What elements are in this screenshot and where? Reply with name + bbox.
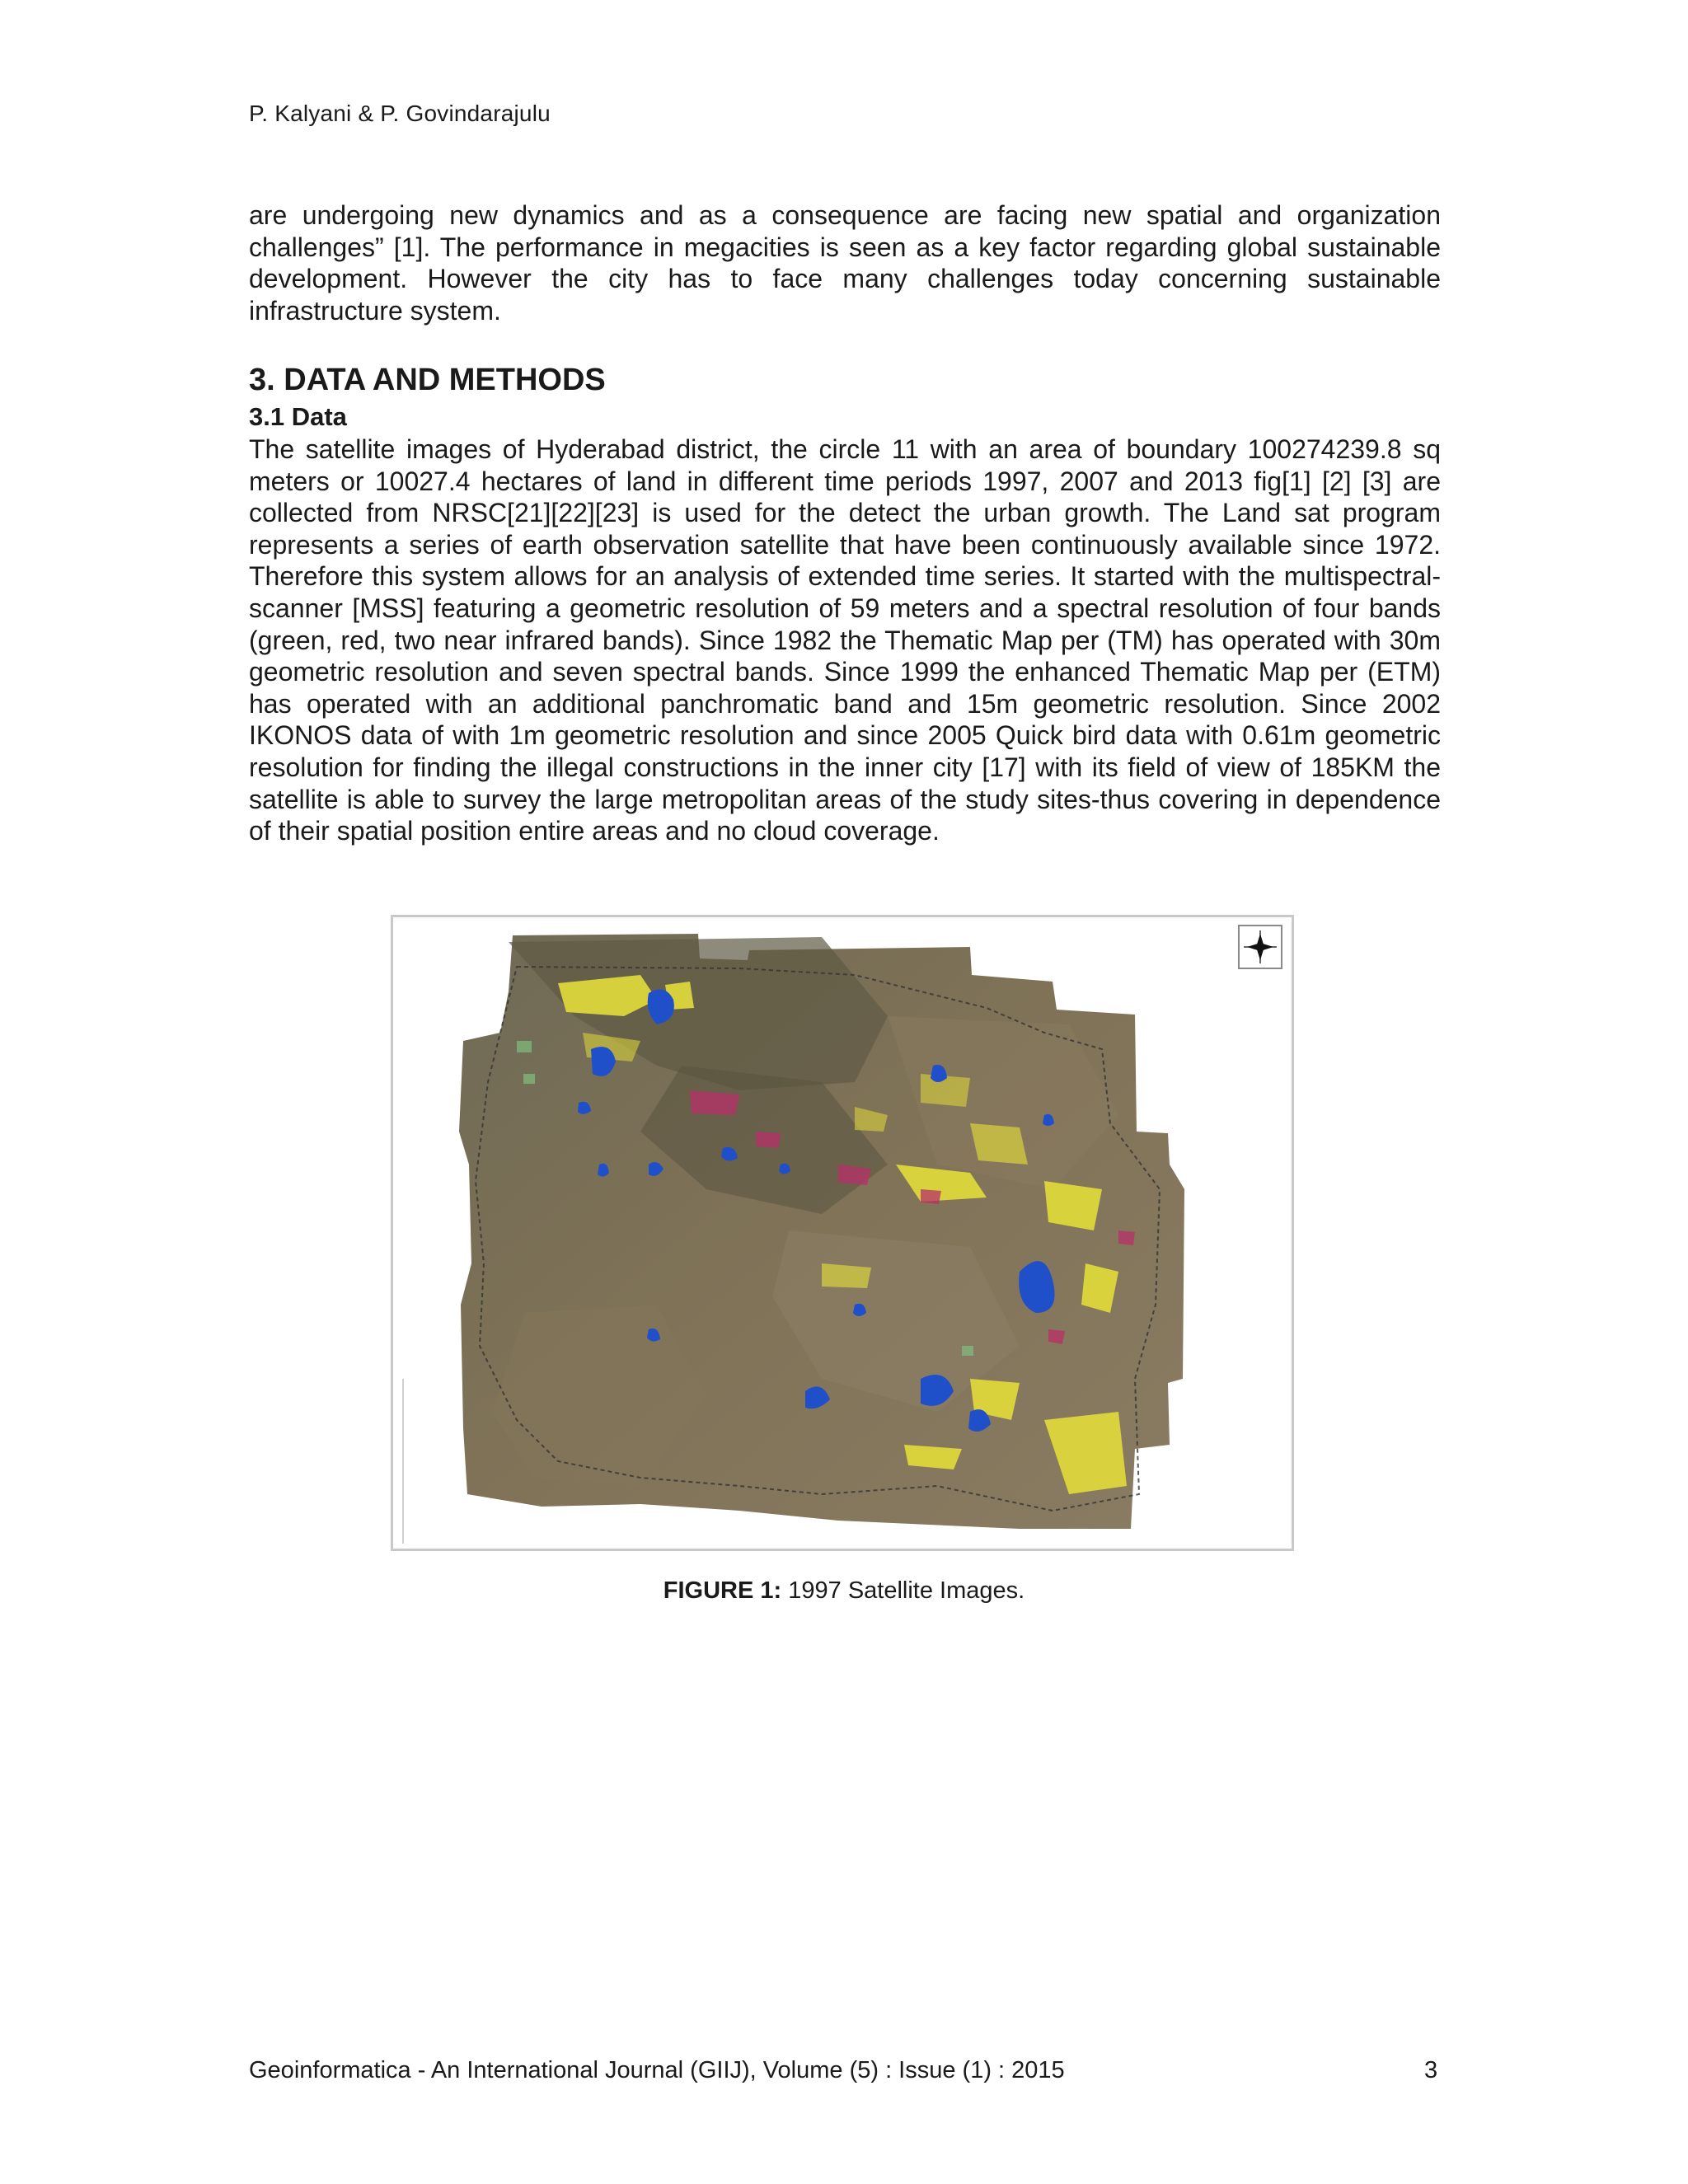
section-heading: 3. DATA AND METHODS <box>249 363 606 397</box>
data-paragraph: The satellite images of Hyderabad district, the circle 11 with an area of boundary 100274239.8 sq meters or 10027.4 hectares of land in different time periods 1997, 2007 and 2013 fig[1] [2] [3] are collected from NRSC[21][22][23] is used for the detect the urban growth. The Land sat program represents a series of earth observation satellite that have been continuously available since 1972. Therefore this system allows for an analysis of extended time series. It started with the multispectral-scanner [MSS] featuring a geometric resolution of 59 meters and a spectral resolution of four bands (green, red, two near infrared bands). Since 1982 the Thematic Map per (TM) has operated with 30m geometric resolution and seven spectral bands. Since 1999 the enhanced Thematic Map per (ETM) has operated with an additional panchromatic band and 15m geometric resolution. Since 2002 IKONOS data of with 1m geometric resolution and since 2005 Quick bird data with 0.61m geometric resolution for finding the illegal constructions in the inner city [17] with its field of view of 185KM the satellite is able to survey the large metropolitan areas of the study sites-thus covering in dependence of their spatial position entire areas and no cloud coverage. <box>249 434 1441 846</box>
compass-icon <box>1239 926 1282 968</box>
figure-caption-text: 1997 Satellite Images. <box>781 1577 1025 1604</box>
figure-label: FIGURE 1: <box>663 1577 782 1604</box>
running-header-authors: P. Kalyani & P. Govindarajulu <box>249 101 551 126</box>
page-number: 3 <box>1424 2057 1438 2083</box>
figure-caption <box>0 1577 1688 1605</box>
satellite-image <box>393 917 1292 1549</box>
subsection-heading: 3.1 Data <box>249 402 347 431</box>
intro-paragraph: are undergoing new dynamics and as a consequence are facing new spatial and organization challenges” [1]. The performance in megacities is seen as a key factor regarding global sustainable development. However the city has to face many challenges today concerning sustainable infrastructure system. <box>249 200 1441 326</box>
footer-journal: Geoinformatica - An International Journal (GIIJ), Volume (5) : Issue (1) : 2015 <box>249 2057 1065 2083</box>
satellite-figure <box>391 915 1294 1551</box>
